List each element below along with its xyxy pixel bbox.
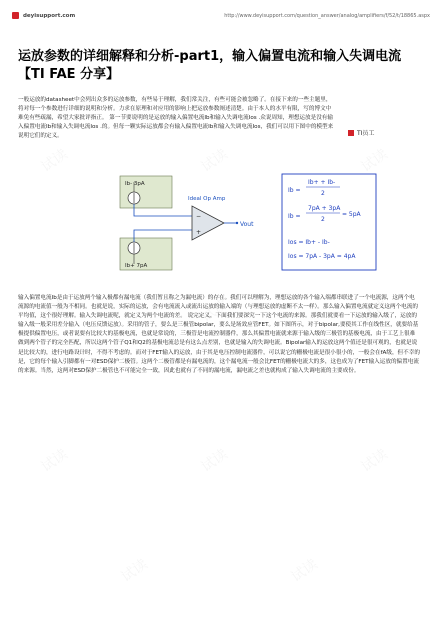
eq-ib2-lhs: Ib = xyxy=(288,213,301,220)
eq-ib-num: Ib+ + Ib- xyxy=(308,179,336,186)
bias-current-figure xyxy=(112,172,380,274)
author-badge xyxy=(348,128,374,137)
eq-ios1: Ios = Ib+ - Ib- xyxy=(288,239,330,246)
watermark xyxy=(117,554,151,586)
ib-plus-label: Ib+ 7pA xyxy=(125,263,148,269)
watermark xyxy=(357,444,391,476)
logo-mark-icon xyxy=(12,12,19,19)
watermark xyxy=(197,444,231,476)
paragraph-intro: 一般运放的datasheet中会列出众多的运放参数，有些易于理解，我们常关注，有些可能会被忽略了。在接下来的一些主题里，将对每一个参数进行详细的说明和分析。力求在原理和对应用的影响上把运放参数阐述清楚。由于本人的水平有限，写的博文中难免有些疏漏，希望大家批评指正。 第一节要说明的是运放的输入偏置电流Ib和输入失调电流Ios .众说周知，理想运放是没有输入偏置电流Ib和输入失调电流Ios .的。但每一颗实际运放都会有输入偏置电流Ib和输入失调电流Ios，我们可以用下图中的模型来说明它们的定义。 xyxy=(18,97,334,140)
watermark xyxy=(37,144,71,176)
svg-text:+: + xyxy=(196,229,202,236)
eq-ios2: Ios = 7pA - 3pA = 4pA xyxy=(288,253,356,260)
article-title: 运放参数的详细解释和分析-part1，输入偏置电流和输入失调电流【TI FAE 分享】 xyxy=(18,49,402,82)
opamp-label: Ideal Op Amp xyxy=(188,196,226,202)
page-url[interactable]: http://www.deyisupport.com/question_answer/analog/amplifiers/f/52/t/18865.aspx xyxy=(224,13,430,19)
badge-label: TI员工 xyxy=(357,130,375,137)
opamp-model-diagram xyxy=(112,172,380,274)
eq-ib2-num: 7pA + 3pA xyxy=(308,205,341,212)
eq-ib-lhs: Ib = xyxy=(288,187,301,194)
eq-ib2-den: 2 xyxy=(321,216,325,223)
eq-ib-den: 2 xyxy=(321,190,325,197)
ti-logo-icon xyxy=(348,130,354,136)
watermark xyxy=(37,444,71,476)
vout-label: Vout xyxy=(240,221,254,228)
eq-ib2-res: = 5pA xyxy=(342,211,361,218)
paragraph-explanation: 输入偏置电流Ib是由于运放两个输入极都有漏电流（我们暂且称之为漏电流）的存在。我们可以理解为，理想运放的各个输入端都串联进了一个电流源，这两个电流源的电流值一般为不相同。也就是说，实际的运放，会有电流流入或流出运放的输入端的（与理想运放的虚断不太一样）。那么输入偏置电流就定义这两个电流的平均值，这个很好理解。输入失调电流呢，就定义为两个电流的差。 说完定义，下面我们要深究一下这个电流的来源。那我们就要看一下运放的输入级了，运放的输入级一般采用差分输入（电压反馈运放）。采用的管子，要么是三极管bipolar，要么是场效应管FET。如下图所示，对于bipolar,要使其工作在线性区，就要给基极提供偏置电压，或者说要有比较大的基极电流，也就是常说的，三极管是电流控制器件，那么其偏置电流就来源于输入级的三极管的基极电流，由于工艺上很难做到两个管子的完全匹配，所以这两个管子Q1和Q2的基极电流总是有这么点差别，也就是输入的失调电流。Bipolar输入的运放这两个值还是很可观的，也就是说是比较大的，进行电路设计时，不得不考虑的。而对于FET输入的运放，由于其是电压控制电流器件，可以说它的栅极电流是很小很小的，一般会在fA级，但不幸的是，它的每个输入引脚都有一对ESD保护二极管。这两个二极管都是有漏电流的，这个漏电流一般会比FET的栅极电流大的多，这也成为了FET输入运放的偏置电流的来源。当然，这两对ESD保护二极管也不可能完全一致，因此也就有了不同的漏电流，漏电流之差也就构成了输入失调电流的主要成份。 xyxy=(18,295,420,374)
logo-text: deyisupport.com xyxy=(23,12,76,19)
watermark xyxy=(287,554,321,586)
svg-text:−: − xyxy=(196,213,202,220)
ib-minus-label: Ib- 3pA xyxy=(125,181,145,187)
site-logo[interactable] xyxy=(12,12,75,19)
